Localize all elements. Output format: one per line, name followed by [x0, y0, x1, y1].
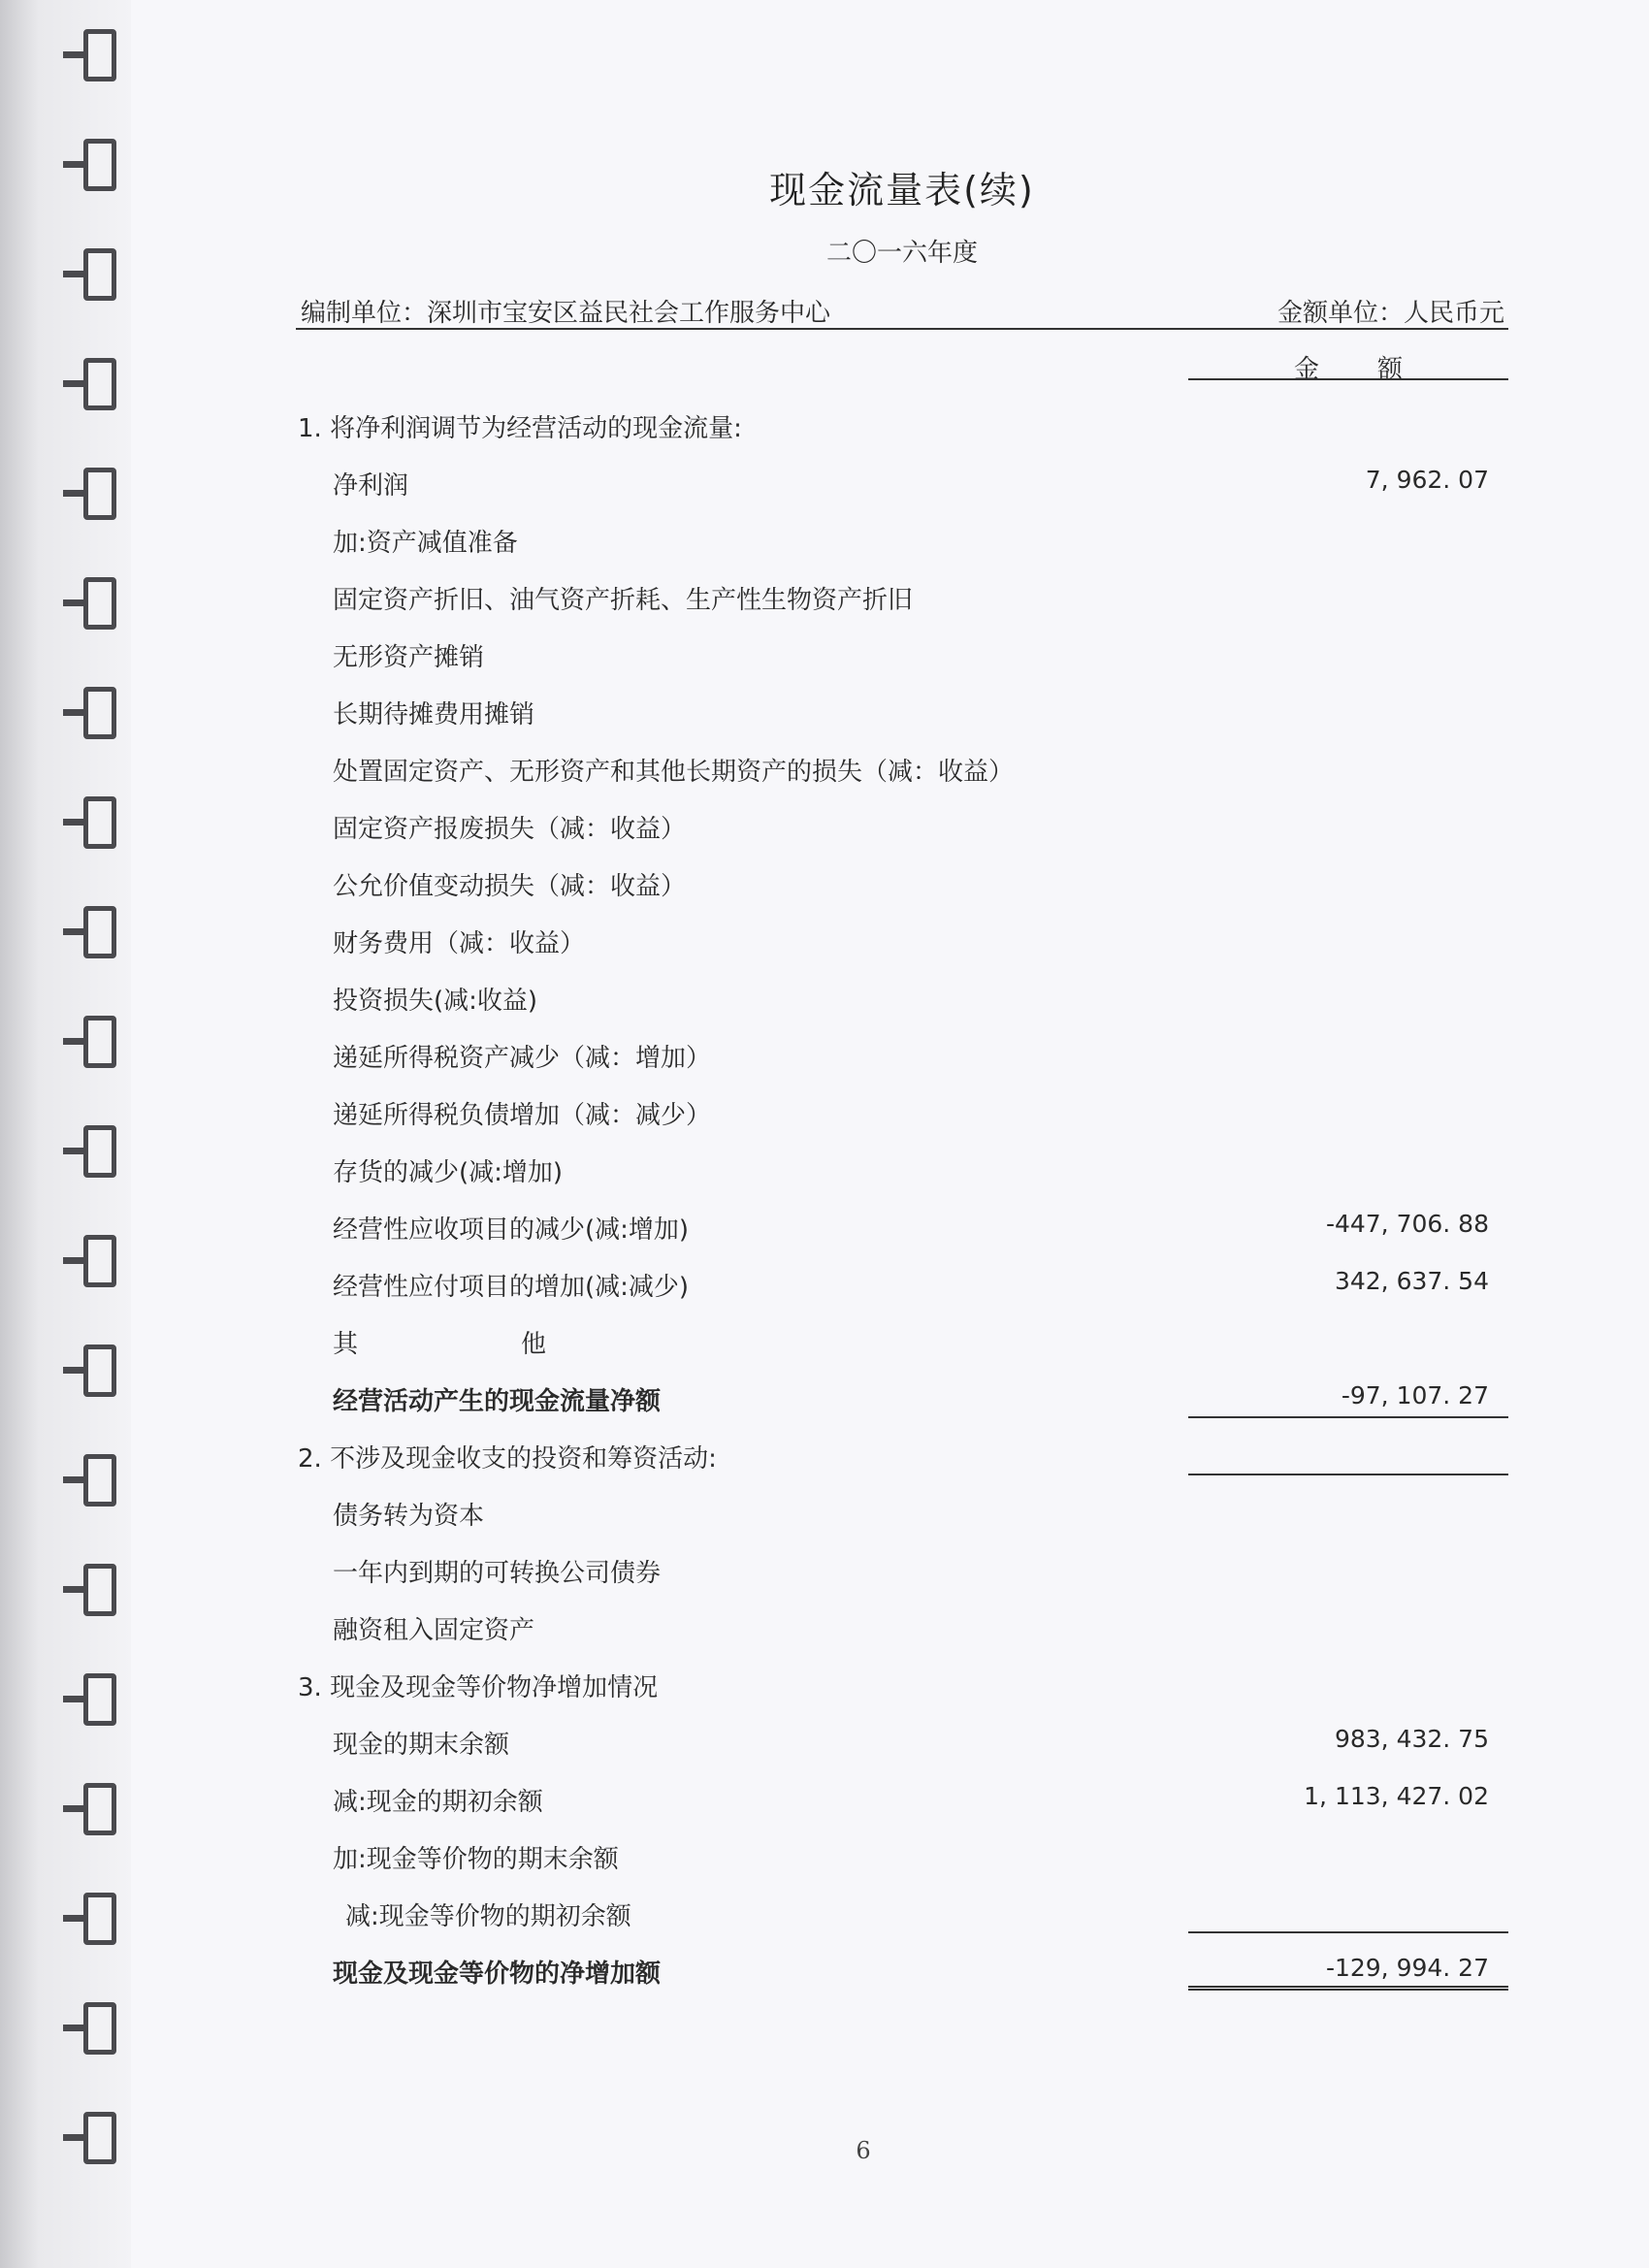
row-label: 投资损失(减:收益)	[333, 987, 538, 1016]
row-label: 经营性应收项目的减少(减:增加)	[333, 1215, 690, 1245]
row-label: 3. 现金及现金等价物净增加情况	[298, 1673, 659, 1702]
table-row-net-profit	[0, 466, 1649, 504]
row-label: 净利润	[333, 471, 409, 501]
table-row-section-2	[0, 1439, 1649, 1477]
report-meta-row	[296, 293, 1508, 330]
row-label: 固定资产折旧、油气资产折耗、生产性生物资产折旧	[333, 586, 914, 615]
row-label: 无形资产摊销	[333, 643, 485, 672]
row-label-part: 他	[520, 1330, 546, 1359]
row-label: 债务转为资本	[333, 1502, 485, 1531]
table-row	[0, 923, 1649, 962]
table-row	[0, 1610, 1649, 1649]
table-row	[0, 1496, 1649, 1535]
row-label: 公允价值变动损失（减：收益）	[333, 872, 687, 901]
row-label: 固定资产报废损失（减：收益）	[333, 815, 687, 844]
table-row-net-increase	[0, 1954, 1649, 1993]
row-label: 递延所得税资产减少（减：增加）	[333, 1044, 712, 1073]
row-label: 一年内到期的可转换公司债券	[333, 1559, 662, 1588]
row-label: 递延所得税负债增加（减：减少）	[333, 1101, 712, 1130]
row-label: 融资租入固定资产	[333, 1616, 535, 1645]
table-row	[0, 1839, 1649, 1878]
row-label: 现金的期末余额	[333, 1731, 510, 1760]
row-label: 存货的减少(减:增加)	[333, 1158, 564, 1187]
table-row-operating-total	[0, 1381, 1649, 1420]
prepared-by: 编制单位：深圳市宝安区益民社会工作服务中心	[301, 299, 831, 328]
page-title: 现金流量表(续)	[769, 169, 1035, 211]
row-amount: -97, 107. 27	[1188, 1381, 1508, 1418]
row-label: 1. 将净利润调节为经营活动的现金流量:	[298, 414, 742, 443]
table-row-section-1	[0, 408, 1649, 447]
row-label: 经营性应付项目的增加(减:减少)	[333, 1273, 690, 1302]
table-row-other	[0, 1324, 1649, 1363]
row-label-part: 其	[333, 1330, 359, 1359]
amount-column-header: 金额	[1188, 349, 1508, 380]
binding-ring	[83, 2002, 116, 2055]
table-row-cash-end	[0, 1725, 1649, 1764]
row-label: 2. 不涉及现金收支的投资和筹资活动:	[298, 1444, 717, 1474]
table-row-section-3	[0, 1668, 1649, 1706]
page-number: 6	[856, 2137, 871, 2164]
row-label: 加:现金等价物的期末余额	[333, 1845, 619, 1874]
table-row	[0, 1553, 1649, 1592]
table-row-payables	[0, 1267, 1649, 1306]
row-amount: 1, 113, 427. 02	[1304, 1782, 1489, 1810]
table-row	[0, 1038, 1649, 1077]
table-row	[0, 866, 1649, 905]
row-label: 经营活动产生的现金流量净额	[333, 1387, 662, 1416]
row-label: 处置固定资产、无形资产和其他长期资产的损失（减：收益）	[333, 758, 1015, 787]
row-amount	[1188, 1896, 1508, 1933]
report-period: 二〇一六年度	[825, 239, 978, 268]
table-row	[0, 752, 1649, 791]
table-row	[0, 580, 1649, 619]
row-label	[333, 1324, 546, 1360]
table-row	[0, 1896, 1649, 1935]
row-label: 财务费用（减：收益）	[333, 929, 586, 958]
table-row	[0, 695, 1649, 733]
row-label: 减:现金的期初余额	[333, 1788, 543, 1817]
row-amount: -129, 994. 27	[1188, 1954, 1508, 1991]
row-amount	[1188, 1439, 1508, 1475]
row-amount: 342, 637. 54	[1334, 1267, 1489, 1295]
table-row	[0, 809, 1649, 848]
table-row	[0, 523, 1649, 562]
binding-ring	[83, 358, 116, 410]
table-row	[0, 637, 1649, 676]
table-row-cash-begin	[0, 1782, 1649, 1821]
table-row	[0, 1095, 1649, 1134]
table-row	[0, 981, 1649, 1020]
row-label: 现金及现金等价物的净增加额	[333, 1960, 662, 1989]
row-amount: 983, 432. 75	[1334, 1725, 1489, 1753]
binding-ring	[83, 29, 116, 81]
currency-unit: 金额单位：人民币元	[1277, 299, 1504, 328]
row-amount: -447, 706. 88	[1325, 1210, 1489, 1238]
row-label: 长期待摊费用摊销	[333, 700, 535, 729]
table-row-receivables	[0, 1210, 1649, 1248]
table-row	[0, 1152, 1649, 1191]
row-amount: 7, 962. 07	[1365, 466, 1489, 494]
row-label: 加:资产减值准备	[333, 529, 518, 558]
row-label: 减:现金等价物的期初余额	[345, 1902, 631, 1931]
